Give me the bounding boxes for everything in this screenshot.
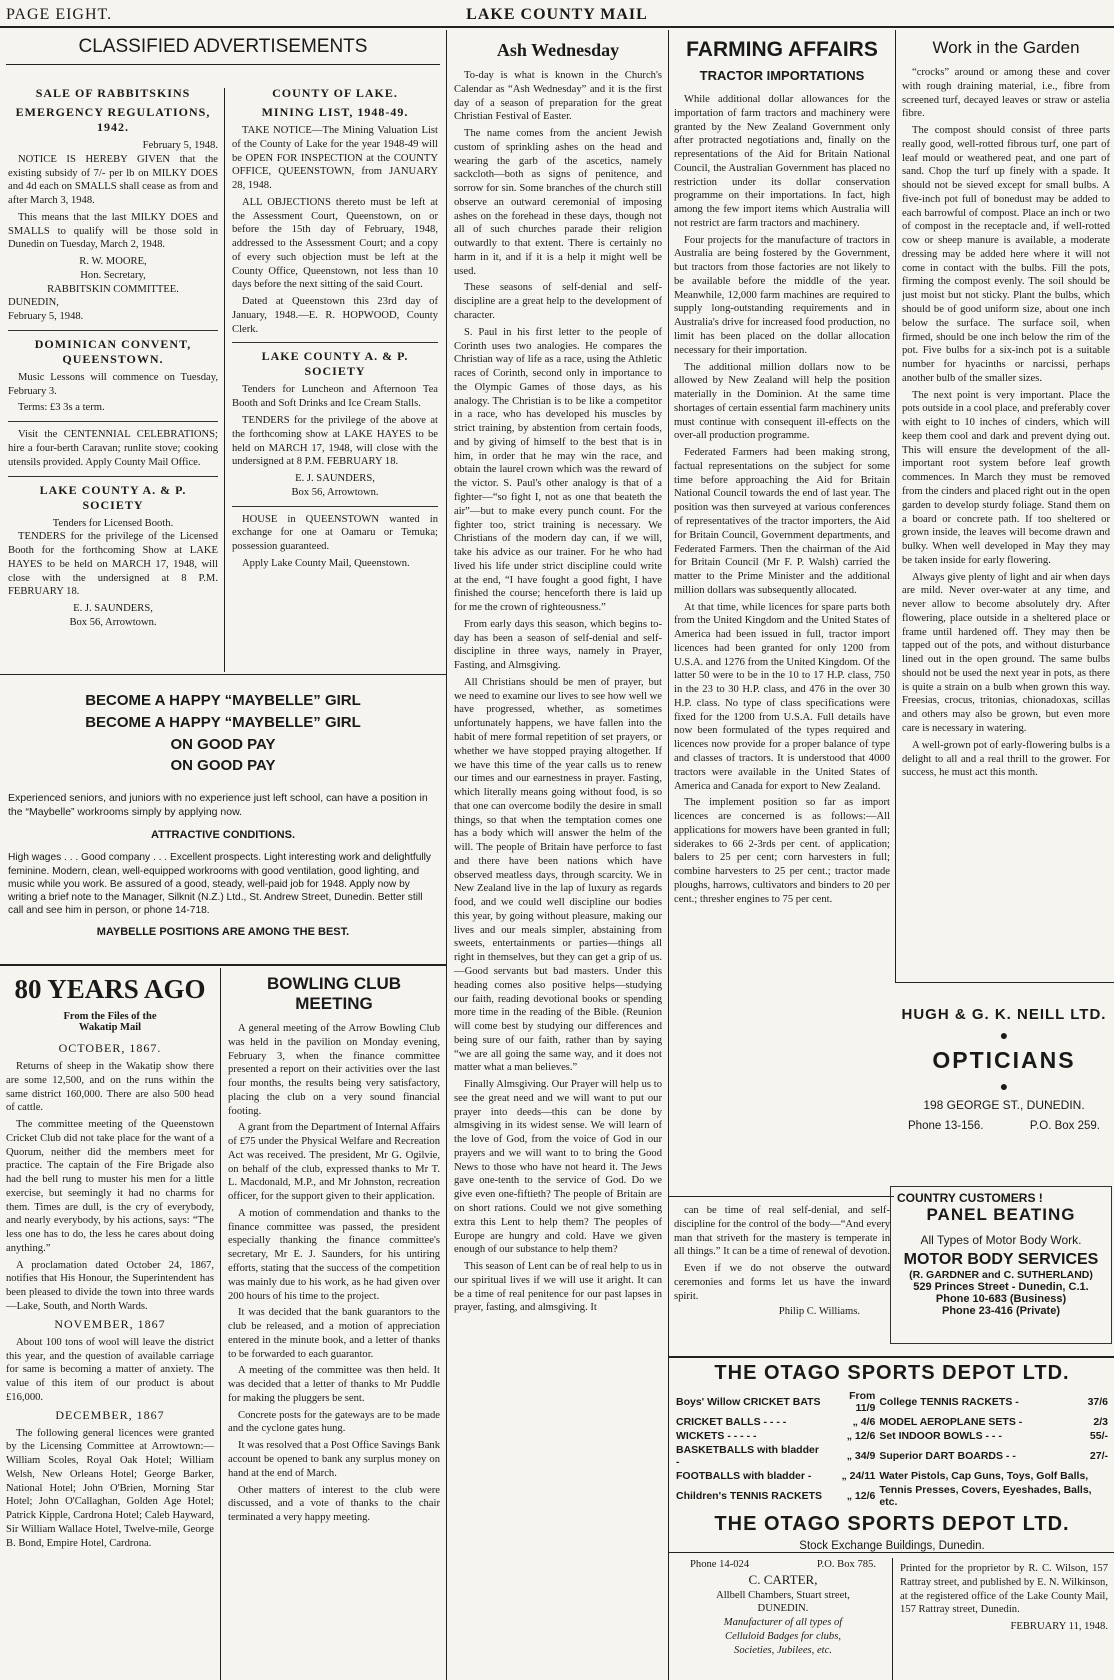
notice-heading: LAKE COUNTY A. & P. SOCIETY [261, 349, 409, 379]
heading-rule [6, 64, 440, 65]
years-ago-title: 80 YEARS AGO [14, 974, 206, 1004]
panel-address: 529 Princes Street - Dunedin, C.1. [913, 1281, 1089, 1293]
panel-beating-advert [890, 1186, 1112, 1344]
panel-top: COUNTRY CUSTOMERS ! [897, 1191, 1043, 1205]
column-rule [224, 88, 225, 672]
notice-signature: Hon. Secretary, [80, 269, 146, 281]
otago-address: Stock Exchange Buildings, Dunedin. [799, 1540, 985, 1552]
maybelle-attractive: ATTRACTIVE CONDITIONS. [150, 829, 295, 842]
farming-subtitle: TRACTOR IMPORTATIONS [699, 68, 865, 83]
ash-signature: Philip C. Williams. [778, 1306, 860, 1318]
neill-address: 198 GEORGE ST., DUNEDIN. [923, 1098, 1085, 1112]
notice-separator [232, 506, 438, 507]
notice-separator [8, 476, 218, 477]
otago-cell: Tennis Presses, Covers, Eyeshades, Balls, etc. [879, 1484, 1092, 1508]
notice-signature: Box 56, Arrowtown. [69, 616, 157, 628]
ash-paragraph: These seasons of self-denial and self-discipline are a great help to the development of character. [454, 282, 662, 322]
otago-cell: Superior DART BOARDS - - [879, 1450, 1016, 1462]
otago-cell: 37/6 [1087, 1396, 1108, 1408]
notice-heading: DOMINICAN CONVENT, QUEENSTOWN. [34, 336, 192, 366]
ash-paragraph: The name comes from the ancient Jewish custom of sprinkling ashes on the head and wearing the garb of the ascetics, namely sackcloth—both as signs of penitence, and sorrow for sin. Some branches of the church still observe an outward ceremonial of imposing ashes on the forehead in these days, though not all of such churches parade their religion outwardly to that extent. There is certainly no harm in it, and if it is a help it might well be used. [454, 128, 662, 277]
farming-paragraph: Four projects for the manufacture of tractors in Australia are being fostered by the Government, but tractors from those factories are not likely to be available before the middle of the year. Meanwhile, 12,000 farm machines are required to supply long-outstanding requirements and in Australia's drive for increased food production, no limit has been placed on the dollar allocation necessary for their importation. [674, 234, 890, 356]
section-rule [0, 964, 446, 966]
notice-paragraph: This means that the last MILKY DOES and SMALLS to qualify will be those sold in Dunedin on Tuesday, March 2, 1948. [8, 211, 218, 251]
bullet-icon: ● [999, 1027, 1009, 1043]
notice-separator [8, 421, 218, 422]
notice-paragraph: TAKE NOTICE—The Mining Valuation List of the County of Lake for the year 1948-49 will be OPEN FOR INSPECTION at the COUNTY OFFICE, QUEENSTOWN, from JANUARY 28, 1948. [232, 125, 438, 192]
bowling-paragraph: It was resolved that a Post Office Savings Bank account be opened to bank any surplus money on hand at the end of March. [228, 1440, 440, 1479]
ash-paragraph: To-day is what is known in the Church's Calendar as “Ash Wednesday” and it is the first day of a season of preparation for the great Christian Festival of Easter. [454, 70, 662, 123]
column-rule [446, 30, 447, 1680]
bowling-paragraph: A meeting of the committee was then held. It was decided that a letter of thanks to Mr Puddle for making the pluggers be sent. [228, 1365, 440, 1404]
maybelle-line: ON GOOD PAY [170, 757, 276, 775]
otago-row [674, 1415, 1110, 1429]
otago-cell: College TENNIS RACKETS - [879, 1396, 1019, 1408]
notice-separator [232, 342, 438, 343]
garden-paragraph: “crocks” around or among these and cover with rough draining material, i.e., fibre from screened turf, decayed leaves or straw or astelia fibre. [902, 67, 1110, 120]
ash-paragraph: All Christians should be men of prayer, but we need to examine our lives to see how well we have progressed, whether, as sometimes unfortunately happens, we have fallen into the habit of mere formal repetition of set prayers, or whether we have stopped praying altogether. If we have this time of the year calls us to renew our times and our earnestness in prayer. Fasting, which literally means going without food, is so that one can overcome bodily the desire in small things, so that when the temptation comes one has a body which will answer the helm of the will. The people of Britain have perforce to fast and there have been nations which have observed meatless days, through scarcity. We in New Zealand live in the lap of luxury as regards food, and we could well discipline our bodies this year, by going without pleasure, making our lives and our meals simpler, abstaining from sweets, entertainments or parties—things all right in themselves, but they can get a grip of us.—Good servants but bad masters. Under this heading comes also positive helps—studying our faith, reading devotional books or spending more time in the reading of the Bible. (Reunion will come best by studying our differences and being sure of our faith, rather than by saying “we are all going the same way, and it does not matter what a man believes.” [454, 676, 662, 1074]
neill-phone: Phone 13-156. [908, 1120, 984, 1132]
section-rule [895, 982, 1114, 983]
maybelle-advert [8, 686, 438, 962]
otago-row [674, 1443, 1110, 1469]
notice-separator [8, 330, 218, 331]
years-ago-paragraph: The following general licences were granted by the Licensing Committee at Arrowtown:—William Scoles, Royal Oak Hotel; William Welsh, New Orleans Hotel; George Barker, National Hotel; John O'Brien, Morning Star Hotel; John O'Callaghan, Golden Age Hotel; Patrick Kipple, Cardrona Hotel; Caleb Hayward, Sir William Wallace Hotel, Twelve-mile, George B. Bond, Empire Hotel, Cardrona. [6, 1427, 214, 1549]
otago-row [674, 1483, 1110, 1509]
carter-box: P.O. Box 785. [816, 1559, 876, 1570]
classified-column-1 [8, 84, 218, 670]
neill-box: P.O. Box 259. [1029, 1120, 1100, 1132]
maybelle-footer: MAYBELLE POSITIONS ARE AMONG THE BEST. [96, 925, 350, 938]
column-rule [892, 1558, 893, 1680]
ash-wednesday-article [454, 40, 662, 1676]
notice-signature: R. W. MOORE, [79, 256, 147, 268]
notice-paragraph: TENDERS for the privilege of the above at the forthcoming show at LAKE HAYES to be held on MARCH 17, 1948, will close with the undersigned at 8 P.M. FEBRUARY 18. [232, 415, 438, 468]
neill-advert [900, 1006, 1108, 1186]
masthead-rule [0, 26, 1114, 28]
carter-address: Allbell Chambers, Stuart street, [716, 1589, 850, 1601]
notice-signature: RABBITSKIN COMMITTEE. [47, 283, 179, 295]
section-rule [668, 1196, 894, 1197]
notice-heading: SALE OF RABBITSKINS [35, 86, 191, 100]
bullet-icon: ● [999, 1078, 1009, 1094]
ash-paragraph: can be time of real self-denial, and self-discipline for the control of the body—“And every man that striveth for the mastery is temperate in all things.” It can be a time of renewal of devotion. [674, 1205, 890, 1258]
otago-cell: MODEL AEROPLANE SETS - [879, 1416, 1023, 1428]
otago-cell: „ 12/6 [846, 1490, 876, 1502]
otago-cell: 55/- [1089, 1430, 1108, 1442]
panel-title: PANEL BEATING [926, 1205, 1076, 1224]
maybelle-line: BECOME A HAPPY “MAYBELLE” GIRL [85, 692, 361, 709]
otago-price-table [674, 1389, 1110, 1509]
masthead-title: LAKE COUNTY MAIL [466, 6, 648, 23]
notice-heading: LAKE COUNTY A. & P. SOCIETY [39, 482, 187, 512]
section-rule [668, 1552, 1114, 1553]
farming-paragraph: The implement position so far as import licences are concerned is as follows:—All applications for mowers have been granted in full; siderakes to 66 2-3rds per cent. of application; balers to 25 per cent; corn harvesters in full; combine harvesters to 25 per cent.; tractor made ploughs, harrows, cultivators and binders to 20 per cent.; thresher engines to 75 per cent. [674, 797, 890, 905]
years-ago-paragraph: About 100 tons of wool will leave the district this year, and the question of available carriage for same is becoming a matter of anxiety. The value of this item of our product is about £16,000. [6, 1336, 214, 1403]
classified-heading: CLASSIFIED ADVERTISEMENTS [78, 36, 368, 57]
ash-paragraph: This season of Lent can be of real help to us in our spiritual lives if we will use it aright. It can be a time of real penitence for our past lapses in prayer, fasting, and almsgiving. It [454, 1261, 662, 1314]
otago-cell: „ 4/6 [852, 1416, 876, 1428]
carter-city: DUNEDIN. [757, 1603, 809, 1615]
years-ago-paragraph: A proclamation dated October 24, 1867, notifies that His Honour, the Superintendent has been pleased to divide the town into three wards—Lake, South, and North Wards. [6, 1259, 214, 1313]
panel-owners: (R. GARDNER and C. SUTHERLAND) [909, 1269, 1093, 1281]
notice-date: February 5, 1948. [142, 140, 218, 151]
farming-paragraph: While additional dollar allowances for the importation of farm tractors and machinery were granted by the New Zealand Government only after protracted negotiations and, finally on the representations of the Aid for Britain National Council, the Australian Government has placed no restriction under its dollar conservation programme on their importations. In fact, high among the few import items which Australia will not restrict are farm tractors and machinery. [674, 94, 890, 229]
section-rule [0, 674, 446, 675]
ash-continued [674, 1204, 890, 1344]
bowling-article [228, 974, 440, 1678]
otago-cell: „ 12/6 [846, 1430, 876, 1442]
otago-sports-advert [674, 1362, 1110, 1552]
farming-paragraph: At that time, while licences for spare parts both from the United Kingdom and the United States of America had been issued in full, tractor import licences had been granted for only 1200 from U.S.A. and 1276 from the United Kingdom. Of the latter 50 were to be in the 10 to 17 H.P. class, 750 in the 23 to 30 H.P. class, and 476 in the over 30 H.P. class. No type of class specifications were fixed for the 1200 from U.S.A. Full details have now been formulated of the types required and licences now provide for a proper balance of type and classes of tractors. It is understood that 4000 tractors were available in the United States of America and Canada for export to New Zealand. [674, 601, 890, 792]
notice-signature: Tenders for Licensed Booth. [52, 517, 174, 529]
classified-column-2 [232, 84, 438, 670]
maybelle-line: ON GOOD PAY [170, 735, 276, 753]
notice-signature: E. J. SAUNDERS, [73, 603, 153, 615]
notice-signature: E. J. SAUNDERS, [295, 473, 375, 485]
years-ago-month: NOVEMBER, 1867 [54, 1316, 166, 1331]
notice-line: February 5, 1948. [8, 311, 84, 323]
otago-cell: From 11/9 [849, 1390, 876, 1414]
years-ago-paragraph: Returns of sheep in the Wakatip show there are some 12,500, and on the runs within the same district 160,000. There are also 500 head of cattle. [6, 1061, 214, 1114]
otago-cell: WICKETS - - - - - [676, 1430, 757, 1442]
otago-cell: Water Pistols, Cap Guns, Toys, Golf Balls, [879, 1470, 1089, 1482]
imprint [900, 1562, 1108, 1678]
notice-line: DUNEDIN, [8, 297, 59, 309]
ash-paragraph: S. Paul in his first letter to the people of Corinth uses two analogies. He compares the Christian way of life as a race, using the Athletic races of Corinth, second only in importance to the Olympic Games of those days, as his analogy. The Christian is to be like a competitor in a race, who has developed his muscles by strict training, by abstention from certain foods, and by giving of himself to the best that is in him, in order that he may win the race, and obtain the laurel crown which was the reward of the victor. S. Paul's other analogy is that of a fighter—“so fight I, not as one that beateth the air”—but to make every punch count. For the fighter too, strict training is necessary. We Christians of the modern day can, if we will, take his advice as our trainer. For he who had lived his life under strict discipline could write at the end, “I have fought a good fight, I have finished the course; henceforth there is laid up for me the crown of righteousness.” [454, 326, 662, 614]
notice-paragraph: HOUSE in QUEENSTOWN wanted in exchange for one at Oamaru or Temuka; possession guaranteed. [232, 513, 438, 553]
farming-title: FARMING AFFAIRS [686, 38, 878, 61]
garden-paragraph: A well-grown pot of early-flowering bulbs is a delight to all and a real thrill to the grower. For success, he must act this month. [902, 739, 1110, 779]
panel-all: All Types of Motor Body Work. [920, 1233, 1082, 1247]
notice-paragraph: Apply Lake County Mail, Queenstown. [242, 557, 410, 569]
carter-line: Manufacturer of all types of [723, 1617, 843, 1629]
years-ago-subtitle: From the Files of the Wakatip Mail [63, 1011, 157, 1033]
carter-phone: Phone 14-024 [690, 1559, 750, 1570]
notice-paragraph: TENDERS for the privilege of the Licensed Booth for the forthcoming Show at LAKE HAYES to be held on MARCH 17, 1948, will close with the undersigned at 8 P.M. FEBRUARY 18. [8, 531, 218, 598]
panel-phone-business: Phone 10-683 (Business) [935, 1293, 1067, 1305]
garden-paragraph: The compost should consist of three parts really good, well-rotted fibrous turf, one part of leaf mould or weathered peat, and one part of sand. Chop the turf up finely with a spade. It should not be sieved except for small bulbs. A five-inch pot full of bonedust may be added to each barrowful of compost. Place an inch or two of compost in the receptacle and, if well-rotted cow or sheep manure is available, a moderate dressing may be added here where it will not come in contact with the bulbs. Fill the pots, firming the compost evenly. The soil should be just moist but not sticky. Plant the bulbs, which should be of good uniform size, about one inch below the surface. The surface soil, when firmed, should be one inch below the rim of the pot. Five bulbs for a six-inch pot is a suitable number for hyacinths or narcissi, perhaps another bulb of the smaller sizes. [902, 125, 1110, 384]
carter-line: Celluloid Badges for clubs, [725, 1630, 841, 1642]
carter-advert [678, 1558, 888, 1678]
maybelle-body: High wages . . . Good company . . . Excellent prospects. Light interesting work and delightfully feminine. Modern, clean, well-equipped workrooms with good ventilation, good lighting, and music while you work. Be assured of a good, steady, well-paid job for 1948. Apply now by writing a brief note to the Manager, Silknit (N.Z.) Ltd., St. Andrew Street, Dunedin. Better still call and see him in person, or phone 14-718. [8, 852, 432, 917]
years-ago-month: OCTOBER, 1867. [58, 1041, 162, 1055]
notice-paragraph: ALL OBJECTIONS thereto must be left at the Assessment Court, Queenstown, on or before the 15th day of February, 1948, addressed to the Assessment Court; and a copy of every such objection must be left at the County Office, Queenstown, not less than 10 days before the next sitting of the said Court. [232, 196, 438, 291]
bowling-title: BOWLING CLUB MEETING [266, 974, 402, 1013]
ash-title: Ash Wednesday [496, 40, 620, 60]
notice-paragraph: Music Lessons will commence on Tuesday, February 3. [8, 371, 218, 397]
notice-heading: COUNTY OF LAKE. [272, 86, 398, 100]
years-ago-month: DECEMBER, 1867 [55, 1407, 165, 1422]
ash-paragraph: Finally Almsgiving. Our Prayer will help us to see the great need and we will want to put our prayer into deeds—this can be done by almsgiving in its widest sense. We will learn of the love of God, from the voice of God in our prayers and we will want to to bring the Good News to those who have not heard it. The Jews gave one-tenth to the service of God. Do we give even one-fiftieth? The people of Britain are on short rations. Could we not give something extra this Lent to help them? The peoples of Europe are hungry and cold. Have we given enough of our substance to help them? [454, 1079, 662, 1256]
bowling-paragraph: A grant from the Department of Internal Affairs of £75 under the Physical Welfare and Recreation Act was received. The president, Mr G. Ogilvie, on behalf of the club, expressed thanks to Mr T. L. Macdonald, M.P., and Mr Johnston, recreation officer, for the support given to their application. [228, 1122, 440, 1203]
notice-heading: EMERGENCY REGULATIONS, 1942. [15, 105, 211, 134]
bowling-paragraph: A motion of commendation and thanks to the finance committee was passed, the president especially thanking the finance committee's secretary, Mr E. J. Saunders, for his untiring efforts, stating that the success of the competition was mainly due to his work, as he had given over 200 hours of his time to the project. [228, 1207, 440, 1302]
otago-cell: „ 34/9 [846, 1450, 876, 1462]
otago-cell: 2/3 [1093, 1416, 1108, 1428]
column-rule [220, 968, 221, 1680]
garden-paragraph: The next point is very important. Place the pots outside in a cool place, and preferably cover with eight to 10 inches of cinders, which will keep them cool and dark and prevent dying out. This will ensure the development of the all-important root system before leaf growth commences. In March they must be removed from the cinders and placed right out in the open garden to develop sturdy foliage. Stand them on a board or concrete path. If too sheltered or grown inside, the leaves will become drawn and bulky. When well developed in May they may be taken inside for early flowering. [902, 389, 1110, 566]
ash-paragraph: Even if we do not observe the outward ceremonies and forms let us have the inward spirit. [674, 1263, 890, 1302]
section-rule [668, 1356, 1114, 1358]
otago-cell: Set INDOOR BOWLS - - - [879, 1430, 1002, 1442]
otago-title: THE OTAGO SPORTS DEPOT LTD. [714, 1362, 1070, 1384]
notice-paragraph: NOTICE IS HEREBY GIVEN that the existing subsidy of 7/- per lb on MILKY DOES and 4d each on SMALLS shall cease as from and after March 3, 1948. [8, 153, 218, 207]
otago-row [674, 1429, 1110, 1443]
ash-paragraph: From early days this season, which begins to-day has been a season of self-denial and self-discipline in three ways, namely in Prayer, Fasting, and Almsgiving. [454, 618, 662, 672]
carter-line: Societies, Jubilees, etc. [734, 1644, 832, 1656]
panel-name: MOTOR BODY SERVICES [903, 1251, 1099, 1268]
garden-title: Work in the Garden [932, 38, 1080, 57]
bowling-paragraph: Other matters of interest to the club were discussed, and a vote of thanks to the chair terminated a very happy meeting. [228, 1484, 440, 1524]
column-rule [895, 30, 896, 982]
notice-heading: MINING LIST, 1948-49. [261, 105, 409, 119]
column-rule [668, 30, 669, 1680]
farming-paragraph: Federated Farmers had been making strong, factual representations on the subject for some time before approaching the Aid for Britain National Council towards the end of last year. The position was then surveyed at various conferences of representatives of the tractor importers, the Aid for Britain Council, Government departments, and Federated Farmers. Then the chairman of the Aid for Britain Council (Mr F. P. Walsh) carried the matter to the Prime Minister and the additional million dollars was subsequently allocated. [674, 447, 890, 596]
panel-phone-private: Phone 23-416 (Private) [942, 1305, 1060, 1317]
notice-signature: Box 56, Arrowtown. [291, 486, 379, 498]
notice-paragraph: Visit the CENTENNIAL CELEBRATIONS; hire a four-berth Caravan; runlite stove; cooking utensils provided. Apply County Mail Office. [8, 429, 218, 468]
notice-paragraph: Dated at Queenstown this 23rd day of January, 1948.—E. R. HOPWOOD, County Clerk. [232, 296, 438, 335]
farming-paragraph: The additional million dollars now to be allowed by New Zealand will help the position materially in the Dominion. At the same time shortages of certain essential farm machinery units must continue with consequent ill-effects on the over-all production programme. [674, 361, 890, 442]
notice-paragraph: Terms: £3 3s a term. [18, 402, 105, 414]
years-ago-paragraph: The committee meeting of the Queenstown Cricket Club did not take place for the want of a Quorum, neither did the members meet for practice. The captain of the Fire Brigade also had the bell rung to muster his men for a little exercise, but seemingly it had no charms for them. Times are dull, is the cry of everybody, and nearly everybody, by his actions, says: “The less one has to do, the less he cares about doing anything.” [6, 1119, 214, 1254]
otago-row [674, 1389, 1110, 1415]
otago-row [674, 1469, 1110, 1483]
imprint-date: FEBRUARY 11, 1948. [1010, 1621, 1108, 1633]
otago-cell: CRICKET BALLS - - - - [676, 1416, 787, 1428]
farming-article [674, 38, 890, 1188]
years-ago-article [6, 974, 214, 1678]
otago-cell: BASKETBALLS with bladder - [676, 1444, 819, 1468]
carter-name: C. CARTER, [748, 1571, 818, 1587]
maybelle-intro: Experienced seniors, and juniors with no experience just left school, can have a position in the “Maybelle” workrooms simply by applying now. [8, 792, 428, 819]
imprint-text: Printed for the proprietor by R. C. Wilson, 157 Rattray street, and published by E. N. Wilkinson, at the registered office of the Lake County Mail, 157 Rattray street, Dunedin. [900, 1563, 1108, 1616]
bowling-paragraph: It was decided that the bank guarantors to the club be released, and a motion of appreciation entered in the minute book, and a letter of thanks to be forwarded to each guarantor. [228, 1307, 440, 1360]
neill-trade: OPTICIANS [932, 1047, 1076, 1073]
maybelle-line: BECOME A HAPPY “MAYBELLE” GIRL [85, 713, 361, 731]
otago-title-repeat: THE OTAGO SPORTS DEPOT LTD. [714, 1513, 1070, 1535]
otago-cell: FOOTBALLS with bladder - [676, 1470, 812, 1482]
otago-cell: Children's TENNIS RACKETS [676, 1490, 823, 1502]
notice-paragraph: Tenders for Luncheon and Afternoon Tea Booth and Soft Drinks and Ice Cream Stalls. [232, 384, 438, 410]
bowling-paragraph: Concrete posts for the gateways are to be made and the cyclone gates hung. [228, 1409, 440, 1435]
garden-article [902, 38, 1110, 974]
otago-cell: „ 24/11 [841, 1470, 876, 1482]
garden-paragraph: Always give plenty of light and air when days are mild. Never over-water at any time, and never allow to become absolutely dry. After flowering, place outside in a sheltered place or frame until hardened off. They may then be tapped out of the pots, and without disturbance lined out in the open ground. The same bulbs should not be used the next year in pots, as there is quite a strain on a bulb when grown this way. Freesias, crocus, tritonias, chionadoxas, scillas and others may also be grown, but even more care is necessary in watering. [902, 571, 1110, 734]
bowling-paragraph: A general meeting of the Arrow Bowling Club was held in the pavilion on Monday evening, February 3, when the finance committee presented a report on their activities over the last four months, the results being very satisfactory, placing the club on a very sound financial footing. [228, 1023, 440, 1117]
page-number: PAGE EIGHT. [6, 6, 113, 23]
neill-name: HUGH & G. K. NEILL LTD. [901, 1006, 1107, 1023]
otago-cell: 27/- [1089, 1450, 1108, 1462]
otago-cell: Boys' Willow CRICKET BATS [676, 1396, 821, 1408]
